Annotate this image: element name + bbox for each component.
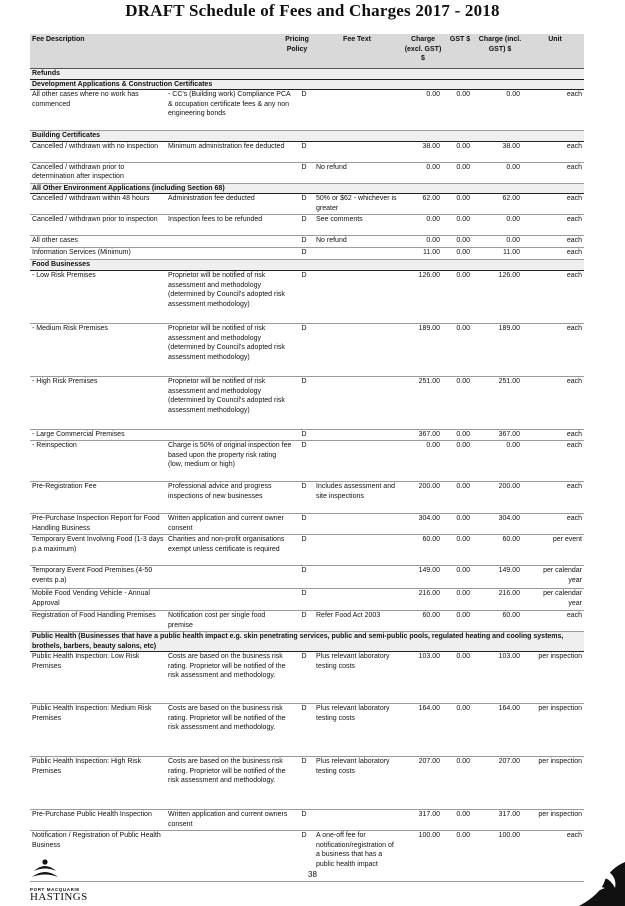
table-row [30,566,584,589]
cell-charge-incl: 0.00 [506,237,520,245]
cell-pricing-policy: D [301,195,307,203]
cell-fee-text: Plus relevant laboratory testing costs [316,758,390,775]
cell-charge-incl: 126.00 [498,271,520,279]
cell-detail: Notification cost per single food premise [168,611,266,629]
cell-detail: Professional advice and progress inspections of new businesses [168,482,272,500]
cell-gst: 0.00 [456,566,470,574]
section-heading: Public Health (Businesses that have a public health impact e.g. skin penetrating services, public and semi-public pools, regulated heating and cooling systems, brothels, barbers, beauty salons, etc) [30,632,584,652]
header-fee-description: Fee Description [32,36,85,43]
cell-unit: each [566,271,582,279]
cell-charge-excl: 126.00 [418,271,440,279]
cell-unit: per calendar year [543,566,582,584]
cell-gst: 0.00 [456,589,470,597]
cell-charge-excl: 216.00 [418,589,440,597]
cell-description: Public Health Inspection: Low Risk Premises [32,653,140,670]
table-row [30,236,584,248]
cell-description: - Low Risk Premises [32,271,96,279]
cell-gst: 0.00 [456,430,470,438]
cell-charge-excl: 200.00 [418,482,440,490]
table-row [30,324,584,377]
cell-pricing-policy: D [301,566,307,574]
cell-pricing-policy: D [301,705,307,713]
cell-description: Cancelled / withdrawn within 48 hours [32,195,150,203]
cell-pricing-policy: D [301,611,307,619]
cell-unit: per inspection [538,811,582,819]
logo-line2: HASTINGS [30,891,88,903]
cell-pricing-policy: D [301,811,307,819]
cell-detail [166,589,294,610]
cell-detail: Administration fee deducted [168,195,255,203]
section-heading: Building Certificates [30,131,584,142]
cell-unit: each [566,441,582,449]
cell-gst: 0.00 [456,441,470,449]
table-row [30,90,584,131]
cell-fee-text [314,142,400,162]
cell-charge-incl: 103.00 [498,653,520,661]
table-row [30,441,584,482]
cell-description: Registration of Food Handling Premises [32,611,156,619]
cell-unit: per calendar year [543,589,582,607]
table-row [30,482,584,514]
fees-table [30,34,584,882]
cell-pricing-policy: D [301,653,307,661]
cell-pricing-policy: D [301,589,307,597]
cell-fee-text: A one-off fee for notification/registration of a business that has a public health impact [316,832,394,868]
cell-detail: Costs are based on the business risk rating. Proprietor will be notified of the risk assessment and methodology. [168,705,286,732]
table-row [30,377,584,430]
cell-charge-excl: 0.00 [426,216,440,224]
header-pricing-policy: Pricing Policy [285,36,309,53]
cell-charge-excl: 100.00 [418,832,440,840]
section-heading: Food Businesses [30,260,584,271]
cell-unit: each [566,377,582,385]
cell-charge-excl: 0.00 [426,237,440,245]
cell-charge-excl: 62.00 [422,195,440,203]
cell-pricing-policy: D [301,758,307,766]
cell-detail: Proprietor will be notified of risk assessment and methodology (determined by Council's adopted risk assessment methodology) [168,324,285,361]
cell-charge-incl: 251.00 [498,377,520,385]
cell-detail [166,566,294,588]
cell-detail: Charities and non-profit organisations exempt unless certificate is required [168,535,285,553]
cell-unit: each [566,195,582,203]
cell-unit: each [566,430,582,438]
cell-detail: Costs are based on the business risk rating. Proprietor will be notified of the risk assessment and methodology. [168,758,286,785]
header-blank [166,34,294,68]
cell-pricing-policy: D [301,514,307,522]
cell-unit: each [566,91,582,99]
cell-description: Mobile Food Vending Vehicle - Annual Approval [32,589,150,607]
cell-detail [166,248,294,259]
cell-charge-incl: 11.00 [503,249,520,257]
cell-description: Temporary Event Involving Food (1-3 days p.a maximum) [32,535,164,553]
cell-charge-excl: 304.00 [418,514,440,522]
cell-pricing-policy: D [301,430,307,438]
table-row [30,810,584,831]
cell-description: - Large Commercial Premises [32,430,125,438]
cell-pricing-policy: D [301,832,307,840]
cell-charge-incl: 164.00 [498,705,520,713]
cell-fee-text [314,810,400,830]
cell-gst: 0.00 [456,271,470,279]
cell-pricing-policy: D [301,91,307,99]
cell-fee-text: Refer Food Act 2003 [316,611,381,619]
cell-gst: 0.00 [456,611,470,619]
cell-description: Pre-Purchase Public Health Inspection [32,811,152,819]
cell-pricing-policy: D [301,249,307,257]
cell-description: Pre-Registration Fee [32,482,97,490]
cell-description: All other cases [32,237,78,245]
section-heading: Refunds [30,69,584,80]
cell-unit: each [566,237,582,245]
cell-charge-excl: 0.00 [426,91,440,99]
header-charge-incl: Charge (incl. GST) $ [478,36,522,53]
cell-detail: Written application and current owners consent [168,811,288,828]
page-number: 38 [308,870,317,879]
table-row [30,611,584,632]
cell-gst: 0.00 [456,514,470,522]
cell-unit: each [566,163,582,171]
cell-gst: 0.00 [456,216,470,224]
header-charge-excl: Charge (excl. GST) $ [404,36,442,63]
cell-description: Cancelled / withdrawn with no inspection [32,142,159,150]
cell-fee-text [314,377,400,429]
cell-charge-excl: 103.00 [418,653,440,661]
cell-charge-excl: 0.00 [426,163,440,171]
cell-charge-excl: 149.00 [418,566,440,574]
cell-fee-text: 50% or $62 - whichever is greater [316,195,397,212]
cell-fee-text [314,90,400,130]
table-header [30,34,584,69]
cell-charge-excl: 207.00 [418,758,440,766]
cell-charge-incl: 38.00 [502,142,520,150]
header-fee-text: Fee Text [343,36,371,43]
cell-description: All other cases where no work has commenced [32,91,139,108]
cell-unit: per event [552,535,582,543]
cell-charge-incl: 0.00 [506,441,520,449]
cell-fee-text [314,535,400,565]
cell-fee-text [314,430,400,440]
cell-detail: - CC's (Building work) Compliance PCA & occupation certificate fees & any non engineering bonds [168,91,291,118]
cell-detail: Costs are based on the business risk rating. Proprietor will be notified of the risk assessment and methodology. [168,653,286,680]
cell-description: Information Services (Minimum) [32,249,131,257]
cell-pricing-policy: D [301,163,307,171]
cell-detail: Written application and current owner consent [168,514,284,532]
cell-detail: Minimum administration fee deducted [168,142,285,150]
cell-gst: 0.00 [456,482,470,490]
cell-gst: 0.00 [456,324,470,332]
cell-charge-excl: 11.00 [423,249,440,257]
cell-gst: 0.00 [456,653,470,661]
table-row [30,248,584,260]
cell-unit: each [566,249,582,257]
cell-charge-incl: 0.00 [506,163,520,171]
cell-unit: each [566,611,582,619]
logo-line1: PORT MACQUARIE [30,887,80,892]
cell-charge-incl: 0.00 [506,91,520,99]
cell-unit: each [566,832,582,840]
table-row [30,757,584,810]
cell-pricing-policy: D [301,377,307,385]
section-heading: All Other Environment Applications (including Section 68) [30,184,584,195]
cell-pricing-policy: D [301,216,307,224]
cell-fee-text: No refund [316,237,347,245]
cell-gst: 0.00 [456,377,470,385]
cell-unit: per inspection [538,653,582,661]
corner-decoration-icon [565,862,625,906]
cell-description: - High Risk Premises [32,377,98,385]
cell-unit: per inspection [538,758,582,766]
cell-charge-incl: 216.00 [498,589,520,597]
cell-pricing-policy: D [301,237,307,245]
cell-gst: 0.00 [456,758,470,766]
cell-detail: Proprietor will be notified of risk assessment and methodology (determined by Council's adopted risk assessment methodology) [168,377,285,414]
table-row [30,514,584,535]
cell-detail [166,236,294,247]
cell-description: Public Health Inspection: Medium Risk Premises [32,705,152,722]
table-row [30,163,584,184]
cell-charge-excl: 164.00 [418,705,440,713]
cell-charge-incl: 189.00 [498,324,520,332]
table-row [30,430,584,441]
cell-charge-incl: 60.00 [502,535,520,543]
cell-gst: 0.00 [456,142,470,150]
cell-charge-excl: 317.00 [418,811,440,819]
cell-charge-excl: 0.00 [426,441,440,449]
cell-detail: Proprietor will be notified of risk assessment and methodology (determined by Council's adopted risk assessment methodology) [168,271,285,308]
cell-detail [166,430,294,440]
header-gst: GST $ [449,36,471,43]
cell-charge-incl: 304.00 [498,514,520,522]
cell-detail: Charge is 50% of original inspection fee based upon the property risk rating (low, medium or high) [168,441,292,469]
cell-charge-incl: 0.00 [506,216,520,224]
table-row [30,271,584,324]
cell-charge-excl: 367.00 [418,430,440,438]
cell-pricing-policy: D [301,271,307,279]
cell-charge-incl: 207.00 [498,758,520,766]
cell-fee-text: Includes assessment and site inspections [316,482,395,500]
header-unit: Unit [548,36,562,43]
table-body [30,69,584,882]
cell-gst: 0.00 [456,811,470,819]
cell-detail: Inspection fees to be refunded [168,216,263,224]
cell-gst: 0.00 [456,237,470,245]
cell-unit: each [566,514,582,522]
table-row [30,589,584,611]
cell-fee-text: No refund [316,163,347,171]
cell-charge-excl: 38.00 [422,142,440,150]
cell-charge-incl: 62.00 [502,195,520,203]
cell-fee-text [314,589,400,610]
table-row [30,652,584,704]
cell-pricing-policy: D [301,324,307,332]
cell-fee-text [314,566,400,588]
cell-description: Cancelled / withdrawn prior to determination after inspection [32,163,125,181]
cell-fee-text: Plus relevant laboratory testing costs [316,653,390,670]
table-row [30,142,584,163]
cell-description: Temporary Event Food Premises (4-50 events p.a) [32,566,153,584]
cell-description: - Medium Risk Premises [32,324,108,332]
cell-charge-excl: 60.00 [422,535,440,543]
cell-gst: 0.00 [456,91,470,99]
section-heading: Development Applications & Construction Certificates [30,80,584,91]
cell-charge-incl: 149.00 [498,566,520,574]
cell-unit: each [566,324,582,332]
cell-description: Public Health Inspection: High Risk Premises [32,758,141,775]
cell-unit: per inspection [538,705,582,713]
cell-pricing-policy: D [301,482,307,490]
table-row [30,535,584,566]
cell-gst: 0.00 [456,163,470,171]
cell-fee-text [314,248,400,259]
cell-charge-excl: 60.00 [422,611,440,619]
cell-gst: 0.00 [456,249,470,257]
cell-gst: 0.00 [456,705,470,713]
council-logo [30,858,100,902]
cell-gst: 0.00 [456,535,470,543]
cell-description: Pre-Purchase Inspection Report for Food Handling Business [32,514,160,532]
cell-gst: 0.00 [456,195,470,203]
cell-fee-text: Plus relevant laboratory testing costs [316,705,390,722]
table-row [30,704,584,757]
cell-charge-incl: 100.00 [498,832,520,840]
cell-unit: each [566,216,582,224]
cell-fee-text [314,271,400,323]
cell-charge-incl: 367.00 [498,430,520,438]
cell-description: - Reinspection [32,441,77,449]
cell-fee-text [314,441,400,481]
cell-unit: each [566,482,582,490]
cell-unit: each [566,142,582,150]
cell-charge-incl: 200.00 [498,482,520,490]
cell-description: Cancelled / withdrawn prior to inspection [32,216,158,224]
cell-pricing-policy: D [301,441,307,449]
cell-fee-text: See comments [316,216,363,224]
cell-charge-incl: 317.00 [498,811,520,819]
cell-fee-text [314,324,400,376]
cell-pricing-policy: D [301,142,307,150]
table-row [30,194,584,215]
cell-detail [166,163,294,183]
cell-pricing-policy: D [301,535,307,543]
page-title: DRAFT Schedule of Fees and Charges 2017 - 2018 [125,1,500,20]
cell-charge-incl: 60.00 [502,611,520,619]
cell-description: Notification / Registration of Public Health Business [32,832,161,849]
cell-gst: 0.00 [456,832,470,840]
table-row [30,215,584,236]
cell-charge-excl: 251.00 [418,377,440,385]
cell-fee-text [314,514,400,534]
cell-charge-excl: 189.00 [418,324,440,332]
